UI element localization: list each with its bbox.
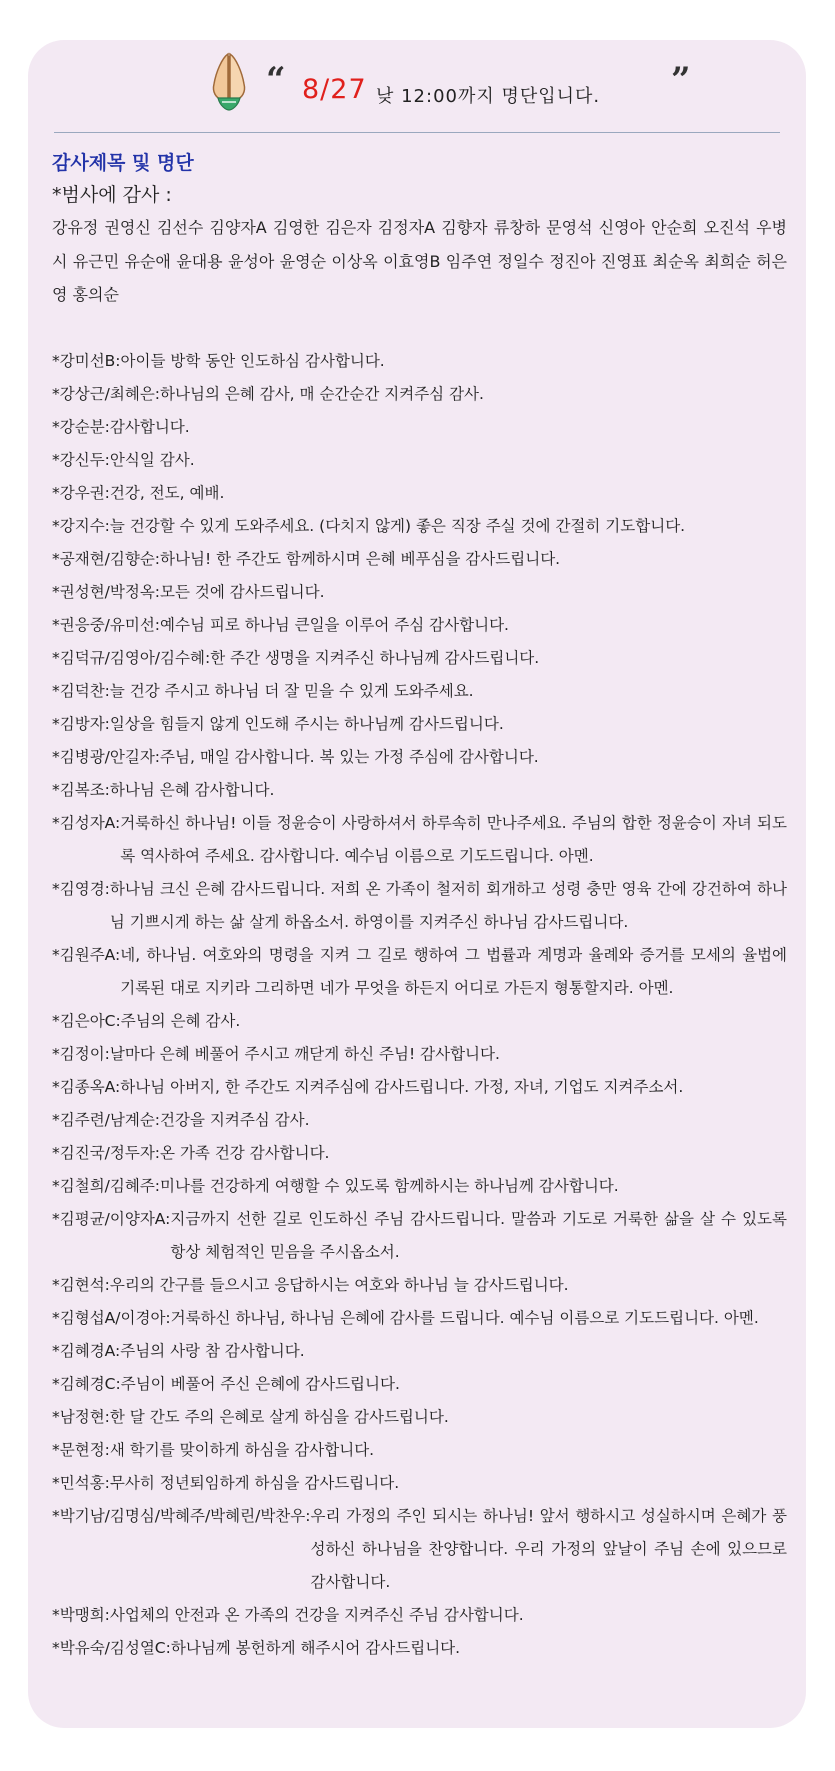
entry-text: 하나님 크신 은혜 감사드립니다. 저희 온 가족이 철저히 회개하고 성령 충만 영육 간에 강건하여 하나님 기쁘시게 하는 삶 살게 하옵소서. 하영이를 지켜주신 하나님 감사드립니다. bbox=[109, 879, 787, 931]
entry-text: 무사히 정년퇴임하게 하심을 감사드립니다. bbox=[109, 1473, 400, 1492]
entry-name: *김덕찬: bbox=[52, 681, 110, 700]
entry-name: *김덕규/김영아/김수혜: bbox=[52, 648, 211, 667]
entry-name: *권응중/유미선: bbox=[52, 615, 161, 634]
entry-text: 우리 가정의 주인 되시는 하나님! 앞서 행하시고 성실하시며 은혜가 풍성하신 하나님을 찬양합니다. 우리 가정의 앞날이 주님 손에 있으므로 감사합니다. bbox=[310, 1506, 787, 1591]
list-item bbox=[52, 741, 787, 774]
entry-name: *김원주A: bbox=[52, 945, 121, 964]
list-item bbox=[52, 1599, 787, 1632]
list-item bbox=[52, 642, 787, 675]
open-quote: “ bbox=[266, 60, 286, 100]
entry-name: *김평균/이양자A: bbox=[52, 1209, 171, 1228]
entry-list bbox=[52, 345, 787, 1665]
section-title: 감사제목 및 명단 bbox=[52, 152, 194, 174]
entry-name: *강우권: bbox=[52, 483, 110, 502]
list-item bbox=[52, 411, 787, 444]
entry-name: *박유숙/김성열C: bbox=[52, 1638, 171, 1657]
list-item bbox=[52, 774, 787, 807]
list-item bbox=[52, 1302, 787, 1335]
list-item bbox=[52, 1137, 787, 1170]
entry-name: *김종옥A: bbox=[52, 1077, 121, 1096]
entry-text: 주님의 은혜 감사. bbox=[120, 1011, 241, 1030]
entry-name: *김혜경A: bbox=[52, 1341, 121, 1360]
entry-text: 새 학기를 맞이하게 하심을 감사합니다. bbox=[109, 1440, 375, 1459]
entry-text: 아이들 방학 동안 인도하심 감사합니다. bbox=[120, 351, 385, 370]
entry-text: 날마다 은혜 베풀어 주시고 깨닫게 하신 주님! 감사합니다. bbox=[109, 1044, 500, 1063]
entry-name: *김현석: bbox=[52, 1275, 110, 1294]
list-item bbox=[52, 345, 787, 378]
entry-name: *김병광/안길자: bbox=[52, 747, 161, 766]
entry-text: 사업체의 안전과 온 가족의 건강을 지켜주신 주님 감사합니다. bbox=[109, 1605, 524, 1624]
entry-name: *김성자A: bbox=[52, 813, 121, 832]
entry-text: 우리의 간구를 들으시고 응답하시는 여호와 하나님 늘 감사드립니다. bbox=[109, 1275, 569, 1294]
thanks-card bbox=[28, 40, 806, 1728]
entry-text: 거룩하신 하나님! 이들 정윤승이 사랑하셔서 하루속히 만나주세요. 주님의 합한 정윤승이 자녀 되도록 역사하여 주세요. 감사합니다. 예수님 이름으로 기도드립니다. 아멘. bbox=[120, 813, 787, 865]
entry-text: 일상을 힘들지 않게 인도해 주시는 하나님께 감사드립니다. bbox=[109, 714, 504, 733]
list-item bbox=[52, 510, 787, 543]
entry-name: *문현정: bbox=[52, 1440, 110, 1459]
divider bbox=[54, 132, 780, 133]
entry-name: *남정현: bbox=[52, 1407, 110, 1426]
entry-name: *김혜경C: bbox=[52, 1374, 121, 1393]
list-item bbox=[52, 708, 787, 741]
entry-name: *김형섭A/이경아: bbox=[52, 1308, 171, 1327]
entry-name: *강상근/최혜은: bbox=[52, 384, 161, 403]
list-item bbox=[52, 609, 787, 642]
list-item bbox=[52, 543, 787, 576]
entry-text: 늘 건강할 수 있게 도와주세요. (다치지 않게) 좋은 직장 주실 것에 간절히 기도합니다. bbox=[109, 516, 686, 535]
entry-name: *강신두: bbox=[52, 450, 110, 469]
deadline-date: 8/27 bbox=[302, 74, 367, 105]
entry-name: *김정이: bbox=[52, 1044, 110, 1063]
entry-name: *민석홍: bbox=[52, 1473, 110, 1492]
entry-text: 온 가족 건강 감사합니다. bbox=[160, 1143, 330, 1162]
entry-text: 안식일 감사. bbox=[109, 450, 195, 469]
entry-text: 주님, 매일 감사합니다. 복 있는 가정 주심에 감사합니다. bbox=[160, 747, 539, 766]
entry-text: 한 달 간도 주의 은혜로 살게 하심을 감사드립니다. bbox=[109, 1407, 449, 1426]
list-item bbox=[52, 1104, 787, 1137]
list-item bbox=[52, 1500, 787, 1599]
entry-text: 하나님의 은혜 감사, 매 순간순간 지켜주심 감사. bbox=[160, 384, 484, 403]
entry-name: *김영경: bbox=[52, 879, 110, 898]
list-item bbox=[52, 1269, 787, 1302]
entry-name: *공재현/김향순: bbox=[52, 549, 161, 568]
header bbox=[28, 40, 806, 130]
entry-text: 네, 하나님. 여호와의 명령을 지켜 그 길로 행하여 그 법률과 계명과 율례와 증거를 모세의 율법에 기록된 대로 지키라 그리하면 네가 무엇을 하든지 어디로 가든지 형통할지라. 아멘. bbox=[120, 945, 787, 997]
list-item bbox=[52, 444, 787, 477]
list-item bbox=[52, 1170, 787, 1203]
all-thanks-names: 강유정 권영신 김선수 김양자A 김영한 김은자 김정자A 김향자 류창하 문영석 신영아 안순희 오진석 우병시 유근민 유순애 윤대용 윤성아 윤영순 이상옥 이효영B 임주연 정일수 정진아 진영표 최순옥 최희순 허은영 홍의순 bbox=[52, 218, 787, 304]
entry-text: 건강, 전도, 예배. bbox=[109, 483, 225, 502]
entry-text: 예수님 피로 하나님 큰일을 이루어 주심 감사합니다. bbox=[160, 615, 509, 634]
list-item bbox=[52, 1401, 787, 1434]
entry-name: *김철희/김혜주: bbox=[52, 1176, 161, 1195]
entry-text: 지금까지 선한 길로 인도하신 주님 감사드립니다. 말씀과 기도로 거룩한 삶을 살 수 있도록 항상 체험적인 믿음을 주시옵소서. bbox=[170, 1209, 787, 1261]
entry-text: 미나를 건강하게 여행할 수 있도록 함께하시는 하나님께 감사합니다. bbox=[160, 1176, 619, 1195]
entry-name: *박기남/김명심/박혜주/박혜린/박찬우: bbox=[52, 1506, 311, 1525]
list-item bbox=[52, 477, 787, 510]
entry-name: *강지수: bbox=[52, 516, 110, 535]
praying-hands-icon bbox=[198, 48, 260, 114]
list-item bbox=[52, 1335, 787, 1368]
list-item bbox=[52, 1632, 787, 1665]
spacer bbox=[52, 312, 787, 345]
entry-name: *김주련/남계순: bbox=[52, 1110, 161, 1129]
list-item bbox=[52, 939, 787, 1005]
list-item bbox=[52, 576, 787, 609]
list-item bbox=[52, 1038, 787, 1071]
list-item bbox=[52, 675, 787, 708]
entry-text: 하나님께 봉헌하게 해주시어 감사드립니다. bbox=[170, 1638, 461, 1657]
list-item bbox=[52, 1434, 787, 1467]
entry-text: 하나님 아버지, 한 주간도 지켜주심에 감사드립니다. 가정, 자녀, 기업도 지켜주소서. bbox=[120, 1077, 684, 1096]
entry-text: 하나님! 한 주간도 함께하시며 은혜 베푸심을 감사드립니다. bbox=[160, 549, 561, 568]
entry-name: *강순분: bbox=[52, 417, 110, 436]
list-item bbox=[52, 378, 787, 411]
list-item bbox=[52, 1071, 787, 1104]
entry-text: 건강을 지켜주심 감사. bbox=[160, 1110, 310, 1129]
entry-name: *박맹희: bbox=[52, 1605, 110, 1624]
entry-text: 주님이 베풀어 주신 은혜에 감사드립니다. bbox=[120, 1374, 400, 1393]
entry-name: *김진국/정두자: bbox=[52, 1143, 161, 1162]
list-item bbox=[52, 1203, 787, 1269]
entry-name: *김방자: bbox=[52, 714, 110, 733]
deadline-text: 낮 12:00까지 명단입니다. bbox=[376, 86, 601, 107]
entry-name: *김은아C: bbox=[52, 1011, 121, 1030]
list-item bbox=[52, 1368, 787, 1401]
entry-name: *권성현/박정옥: bbox=[52, 582, 161, 601]
list-item bbox=[52, 807, 787, 873]
entry-text: 모든 것에 감사드립니다. bbox=[160, 582, 325, 601]
entry-text: 거룩하신 하나님, 하나님 은혜에 감사를 드립니다. 예수님 이름으로 기도드립니다. 아멘. bbox=[170, 1308, 759, 1327]
list-item bbox=[52, 1467, 787, 1500]
entry-text: 늘 건강 주시고 하나님 더 잘 믿을 수 있게 도와주세요. bbox=[109, 681, 474, 700]
list-item bbox=[52, 873, 787, 939]
entry-name: *강미선B: bbox=[52, 351, 121, 370]
entry-text: 주님의 사랑 참 감사합니다. bbox=[120, 1341, 305, 1360]
thanks-list bbox=[52, 147, 787, 1665]
all-thanks-label: *범사에 감사 : bbox=[52, 184, 172, 206]
entry-text: 하나님 은혜 감사합니다. bbox=[109, 780, 275, 799]
entry-text: 한 주간 생명을 지켜주신 하나님께 감사드립니다. bbox=[210, 648, 540, 667]
entry-text: 감사합니다. bbox=[109, 417, 190, 436]
entry-name: *김복조: bbox=[52, 780, 110, 799]
close-quote: ” bbox=[671, 60, 691, 100]
list-item bbox=[52, 1005, 787, 1038]
